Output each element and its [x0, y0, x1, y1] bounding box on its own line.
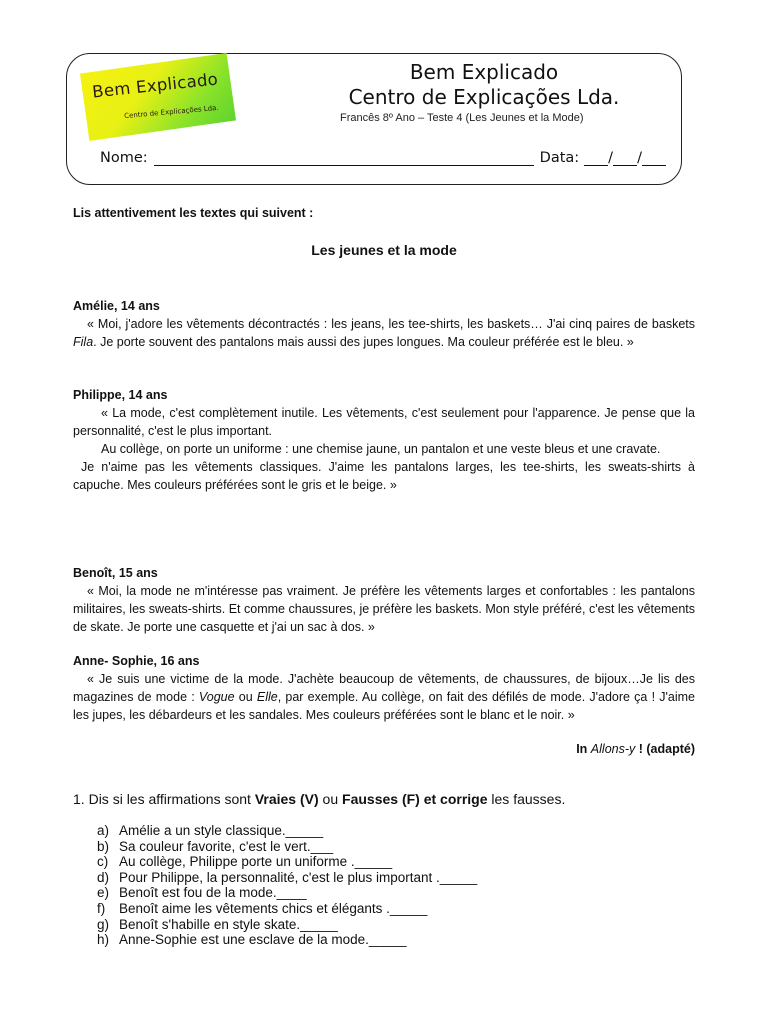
instruction: Lis attentivement les textes qui suivent :	[73, 206, 314, 220]
logo-text: Bem Explicado	[91, 69, 219, 102]
name-label: Nome:	[100, 150, 148, 166]
test-title: Francês 8º Ano – Teste 4 (Les Jeunes et la Mode)	[340, 112, 584, 124]
main-title: Les jeunes et la mode	[311, 242, 457, 258]
list-item: h) Anne-Sophie est une esclave de la mode._____	[97, 932, 407, 948]
date-separator: /	[637, 150, 642, 166]
item-text: Amélie a un style classique._____	[119, 823, 324, 838]
date-year-field[interactable]	[642, 150, 666, 166]
section-amelie	[73, 297, 695, 351]
date-label: Data:	[539, 150, 580, 166]
paragraph: « Je suis une victime de la mode. J'achète beaucoup de vêtements, de chaussures, de bijoux…Je lis des magazines de mode : Vogue ou Elle, par exemple. Au collège, on fait des défilés de mode. J'adore ça ! J'aime les jupes, les débardeurs et les sandales. Mes couleurs préférées sont le blanc et le noir. »	[73, 672, 695, 722]
item-text: Pour Philippe, la personnalité, c'est le plus important ._____	[119, 869, 478, 885]
source-citation: In Allons-y ! (adapté)	[576, 742, 695, 756]
logo-subtext: Centro de Explicações Lda.	[123, 103, 219, 121]
paragraph: Au collège, on porte un uniforme : une chemise jaune, un pantalon et une veste bleus et une cravate.	[101, 442, 661, 456]
list-item: e) Benoît est fou de la mode.____	[97, 885, 307, 901]
paragraph: « La mode, c'est complètement inutile. Les vêtements, c'est seulement pour l'apparence. Je pense que la personnalité, c'est le plus important.	[73, 406, 695, 438]
date-day-field[interactable]	[584, 150, 608, 166]
list-item: d) Pour Philippe, la personnalité, c'est le plus important ._____	[97, 869, 478, 885]
section-anne-sophie	[73, 652, 695, 724]
item-text: Benoît aime les vêtements chics et élégants ._____	[119, 900, 428, 916]
item-text: Benoît est fou de la mode.____	[119, 885, 307, 901]
paragraph: Je n'aime pas les vêtements classiques. J'aime les pantalons larges, les tee-shirts, les sweats-shirts à capuche. Mes couleurs préférées sont le gris et le beige. »	[73, 460, 695, 492]
date-separator: /	[608, 150, 614, 166]
school-name: Bem Explicado	[409, 60, 559, 84]
name-field[interactable]	[154, 150, 534, 166]
item-text: Anne-Sophie est une esclave de la mode._____	[119, 932, 407, 948]
name-date-row	[100, 150, 668, 166]
paragraph: « Moi, j'adore les vêtements décontractés : les jeans, les tee-shirts, les baskets… J'ai cinq paires de baskets Fila. Je porte souvent des pantalons mais aussi des jupes longues. Ma couleur préférée est le bleu. »	[73, 317, 695, 349]
section-benoit	[73, 564, 695, 636]
vraies-label: Vraies (V)	[254, 791, 319, 807]
exercise-instruction: 1. Dis si les affirmations sont Vraies (V) ou Fausses (F) et corrige les fausses.	[73, 791, 566, 807]
speaker-name: Philippe, 14 ans	[73, 388, 168, 402]
section-philippe	[73, 386, 695, 494]
paragraph: « Moi, la mode ne m'intéresse pas vraiment. Je préfère les vêtements larges et confortables : les pantalons militaires, les sweats-shirts. Et comme chaussures, je préfère les baskets. Mon style préféré, c'est les vêtements de skate. Je porte une casquette et j'ai un sac à dos. »	[73, 584, 695, 634]
list-item: b) Sa couleur favorite, c'est le vert.___	[97, 838, 334, 854]
item-text: Au collège, Philippe porte un uniforme ._____	[119, 854, 393, 870]
fausses-label: Fausses (F) et corrige	[342, 791, 488, 807]
speaker-name: Benoît, 15 ans	[73, 566, 158, 580]
item-text: Sa couleur favorite, c'est le vert.___	[119, 838, 334, 854]
list-item: g) Benoît s'habille en style skate._____	[97, 916, 338, 932]
item-text: Benoît s'habille en style skate._____	[119, 916, 338, 932]
list-item: a) Amélie a un style classique._____	[97, 823, 324, 838]
school-subtitle: Centro de Explicações Lda.	[348, 85, 620, 109]
list-item: f) Benoît aime les vêtements chics et élégants ._____	[97, 900, 428, 916]
speaker-name: Amélie, 14 ans	[73, 299, 160, 313]
list-item: c) Au collège, Philippe porte un uniforme ._____	[97, 854, 393, 870]
source-title: Allons-y	[590, 742, 636, 756]
exercise-list	[97, 823, 477, 948]
school-heading	[300, 60, 668, 110]
speaker-name: Anne- Sophie, 16 ans	[73, 654, 200, 668]
date-month-field[interactable]	[613, 150, 637, 166]
